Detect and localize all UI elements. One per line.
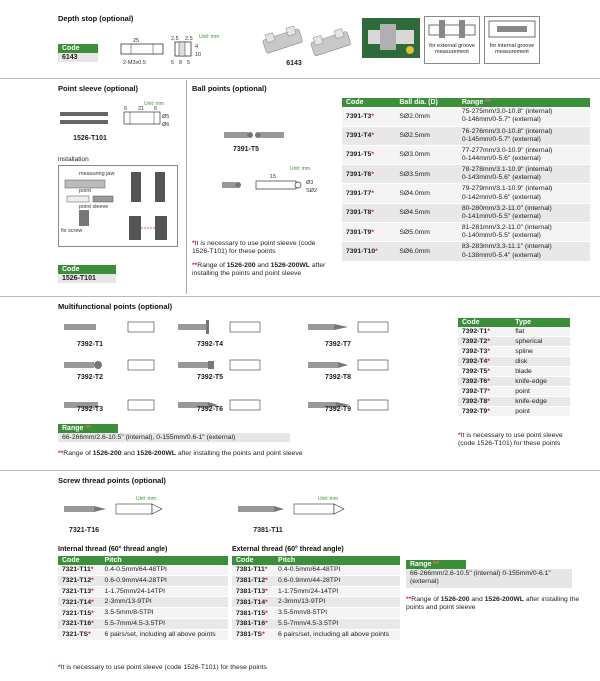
col-code: Code [342, 98, 395, 107]
range-value: 66-266mm/2.6-10.5" (internal) 0-155mm/0-6.1" (external) [406, 569, 572, 588]
asterisk-icon: * [91, 609, 94, 617]
table-row [232, 575, 400, 586]
code-cell: 7381-T14* [232, 597, 274, 608]
installation-box [58, 165, 178, 247]
code-cell: 7391-T4* [342, 126, 395, 145]
point-t1-icon [64, 322, 154, 332]
internal-thread-table [58, 556, 228, 641]
thread-t11-icon [238, 506, 284, 512]
unit-label: Unit: mm [290, 166, 310, 172]
pitch-cell: 5.5-7mm/4.5-3.5TPI [101, 619, 228, 630]
code-cell: 7381-T16* [232, 619, 274, 630]
code-cell: 7391-T7* [342, 184, 395, 203]
col-type: Type [511, 318, 570, 327]
dim-label: Ø3 [306, 180, 314, 186]
col-code: Code [458, 318, 511, 327]
pitch-cell: 2-3mm/13-9TPI [101, 597, 228, 608]
asterisk-icon: * [371, 112, 374, 120]
asterisk-icon: * [265, 598, 268, 606]
col-pitch: Pitch [101, 556, 228, 565]
table-row [458, 357, 570, 367]
asterisk-icon: * [91, 577, 94, 585]
pitch-cell: 3.5-5mm/8-5TPI [274, 608, 400, 619]
asterisk-icon: * [487, 348, 490, 355]
internal-thread-title: Internal thread (60° thread angle) [58, 546, 168, 553]
type-cell: point [511, 387, 570, 397]
double-asterisk-icon: ** [406, 596, 412, 603]
col-range: Range ** [458, 98, 590, 107]
asterisk-icon: * [265, 620, 268, 628]
table-row [58, 586, 228, 597]
note-text: and [255, 262, 271, 269]
unit-label: Unit: mm [144, 101, 164, 107]
asterisk-icon: * [265, 609, 268, 617]
code-cell: 7391-T6* [342, 165, 395, 184]
point-caption: 7392-T7 [324, 341, 352, 348]
range-cell: 76-276mm/3.0-10.8" (internal) 0-145mm/0-5.7" (external) [458, 126, 590, 145]
installation-title: installation [58, 156, 89, 163]
code-value: 1526-T101 [58, 274, 116, 283]
asterisk-icon: * [375, 248, 378, 256]
asterisk-icon: * [58, 664, 61, 671]
table-row [58, 608, 228, 619]
code-cell: 7321-T15* [58, 608, 101, 619]
table-row [458, 327, 570, 337]
multi-range-box [58, 424, 290, 442]
unit-label: Unit: mm [136, 496, 156, 502]
range-header: Range ** [406, 560, 466, 569]
internal-groove-icon [485, 17, 539, 41]
range-header: Range ** [58, 424, 118, 433]
range-cell: 77-277mm/3.0-10.9" (internal) 0-144mm/0-5.6" (external) [458, 145, 590, 164]
pitch-cell: 1-1.75mm/24-14TPI [101, 586, 228, 597]
point-t4-icon [178, 320, 260, 334]
double-asterisk-icon: ** [58, 450, 64, 457]
code-cell: 7392-T8* [458, 397, 511, 407]
type-cell: knife-edge [511, 397, 570, 407]
asterisk-icon: * [487, 358, 490, 365]
ball-dia-cell: SØ5.0mm [395, 223, 457, 242]
internal-groove-label: for internal groove measurement [489, 43, 535, 56]
note-text: after installing the points and point sleeve [192, 262, 326, 278]
ball-points-note2 [192, 262, 337, 279]
ball-point-caption: 7391-T5 [232, 146, 260, 153]
code-cell: 7392-T2* [458, 337, 511, 347]
table-row [342, 203, 590, 222]
diagram-label: measuring jaw [79, 171, 115, 177]
dim-label: 4 [195, 44, 199, 50]
asterisk-icon: * [192, 240, 195, 247]
thread-range-box [406, 560, 572, 588]
table-row [458, 367, 570, 377]
pitch-cell: 0.6-0.9mm/44-28TPI [101, 575, 228, 586]
code-cell: 7381-T11* [232, 565, 274, 575]
section-divider [0, 470, 600, 471]
asterisk-icon: * [371, 132, 374, 140]
code-cell: 7392-T1* [458, 327, 511, 337]
dim-label: 5 [187, 60, 191, 66]
code-cell: 7321-T14* [58, 597, 101, 608]
asterisk-icon: * [88, 631, 91, 639]
code-cell: 7391-T3* [342, 107, 395, 126]
dim-label: 15 [270, 174, 277, 180]
dim-label: 8 [179, 60, 183, 66]
asterisk-icon: * [371, 209, 374, 217]
range-cell: 78-278mm/3.1-10.9" (internal) 0-143mm/0-5.6" (external) [458, 165, 590, 184]
table-row [58, 575, 228, 586]
asterisk-icon: * [487, 378, 490, 385]
ball-dia-cell: SØ2.5mm [395, 126, 457, 145]
code-cell: 7391-T5* [342, 145, 395, 164]
note-text: It is necessary to use point sleeve (code 1526-T101) for these points [192, 240, 316, 256]
ball-dia-cell: SØ4.0mm [395, 184, 457, 203]
external-groove-label: for external groove measurement [429, 43, 475, 56]
point-caption: 7392-T5 [196, 374, 224, 381]
code-cell: 7321-TS* [58, 629, 101, 640]
asterisk-icon: * [487, 388, 490, 395]
asterisk-icon: * [91, 598, 94, 606]
section-divider [0, 296, 600, 297]
table-row [458, 347, 570, 357]
table-row [232, 565, 400, 575]
table-row [458, 337, 570, 347]
pitch-cell: 6 pairs/set, including all above points [101, 629, 228, 640]
table-row [458, 407, 570, 417]
point-caption: 7392-T6 [196, 406, 224, 413]
asterisk-icon: * [371, 190, 374, 198]
code-cell: 7321-T13* [58, 586, 101, 597]
code-cell: 7392-T4* [458, 357, 511, 367]
thread-dim2-icon [294, 504, 344, 514]
thread-dim-icon [116, 504, 162, 514]
type-cell: point [511, 407, 570, 417]
groove-usage-photo [362, 18, 420, 58]
ball-points-title: Ball points (optional) [192, 84, 267, 93]
asterisk-icon: * [90, 566, 94, 574]
point-sleeve-drawing [58, 100, 178, 136]
ball-point-dim-drawing [222, 164, 342, 200]
dim-label: 2-M3x0.5 [123, 60, 146, 66]
ball-point-t5-drawing [220, 128, 290, 142]
range-value: 66-266mm/2.6-10.5" (internal), 0-155mm/0.6-1" (external) [58, 433, 290, 442]
note-text: Range of [197, 262, 227, 269]
external-groove-icon [425, 17, 479, 41]
col-code: Code [232, 556, 274, 565]
code-value: 6143 [58, 53, 98, 62]
pitch-cell: 3.5-5mm/8-5TPI [101, 608, 228, 619]
note-code: 1526-200 [226, 262, 256, 269]
asterisk-icon: * [371, 228, 374, 236]
asterisk-icon: * [487, 328, 490, 335]
diagram-label: fix screw [61, 228, 83, 234]
point-caption: 7392-T2 [76, 374, 104, 381]
table-row [342, 145, 590, 164]
type-cell: spline [511, 347, 570, 357]
vertical-divider [186, 80, 187, 294]
asterisk-icon: * [264, 566, 268, 574]
ball-dia-cell: SØ3.0mm [395, 145, 457, 164]
depth-stop-code-box [58, 44, 98, 62]
dim-label: 5 [171, 60, 175, 66]
pitch-cell: 2-3mm/13-9TPI [274, 597, 400, 608]
table-row [342, 165, 590, 184]
range-cell: 79-279mm/3.1-10.9" (internal) 0-142mm/0-5.6" (external) [458, 184, 590, 203]
table-row [232, 586, 400, 597]
depth-stop-photo [258, 22, 358, 62]
code-cell: 7391-T8* [342, 203, 395, 222]
multi-side-note: *It is necessary to use point sleeve (code 1526-T101) for these points [458, 432, 563, 448]
depth-stop-drawing [115, 34, 225, 72]
code-cell: 7391-T9* [342, 223, 395, 242]
thread-bottom-note: *It is necessary to use point sleeve (code 1526-T101) for these points [58, 664, 267, 671]
dim-label: 10 [195, 52, 202, 58]
code-header: Code [58, 265, 116, 274]
type-cell: blade [511, 367, 570, 377]
external-thread-table [232, 556, 400, 641]
multi-points-table [458, 318, 570, 417]
point-t2-icon [64, 360, 154, 370]
type-cell: flat [511, 327, 570, 337]
external-groove-box [424, 16, 480, 64]
range-cell: 80-280mm/3.2-11.0" (internal) 0-141mm/0-5.5" (external) [458, 203, 590, 222]
asterisk-icon: * [458, 432, 461, 439]
dim-label: 21 [138, 106, 145, 112]
pitch-cell: 0.4-0.5mm/64-48TPI [101, 565, 228, 575]
code-cell: 7391-T10* [342, 242, 395, 261]
type-cell: disk [511, 357, 570, 367]
section-divider [0, 78, 600, 79]
asterisk-icon: * [91, 620, 94, 628]
code-header: Code [58, 44, 98, 53]
double-asterisk-icon: ** [192, 262, 198, 269]
table-row [232, 597, 400, 608]
unit-label: Unit: mm [199, 34, 219, 40]
pitch-cell: 5.5-7mm/4.5-3.5TPI [274, 619, 400, 630]
dim-label: 25 [133, 38, 140, 44]
depth-stop-title: Depth stop (optional) [58, 14, 134, 23]
asterisk-icon: * [262, 631, 265, 639]
point-caption: 7392-T9 [324, 406, 352, 413]
ball-dia-cell: SØ3.5mm [395, 165, 457, 184]
table-row [458, 387, 570, 397]
col-ball-dia: Ball dia. (D) [395, 98, 457, 107]
table-row [342, 223, 590, 242]
dim-label: 2.5 [171, 36, 179, 42]
code-cell: 7392-T5* [458, 367, 511, 377]
diagram-label: point [79, 188, 91, 194]
code-cell: 7321-T12* [58, 575, 101, 586]
dim-label: Ø6 [162, 122, 170, 128]
pitch-cell: 0.6-0.9mm/44-28TPI [274, 575, 400, 586]
screw-thread-title: Screw thread points (optional) [58, 476, 166, 485]
code-cell: 7392-T7* [458, 387, 511, 397]
thread-t16-icon [64, 506, 106, 512]
point-sleeve-code-box [58, 265, 116, 283]
dim-label: 6 [154, 106, 158, 112]
ball-points-note1 [192, 240, 332, 257]
asterisk-icon: * [371, 151, 374, 159]
table-row [342, 184, 590, 203]
code-cell: 7381-T12* [232, 575, 274, 586]
ball-dia-cell: SØ4.5mm [395, 203, 457, 222]
asterisk-icon: * [371, 170, 374, 178]
code-cell: 7321-T16* [58, 619, 101, 630]
diagram-label: point sleeve [79, 204, 109, 210]
code-cell: 7392-T9* [458, 407, 511, 417]
thread-caption: 7321-T16 [69, 527, 99, 534]
multi-points-title: Multifunctional points (optional) [58, 302, 173, 311]
table-row [58, 597, 228, 608]
point-t7-icon [308, 322, 388, 332]
asterisk-icon: * [487, 368, 490, 375]
asterisk-icon: * [487, 408, 490, 415]
code-cell: 7381-TS* [232, 629, 274, 640]
table-row [58, 565, 228, 575]
code-cell: 7392-T3* [458, 347, 511, 357]
type-cell: spherical [511, 337, 570, 347]
table-row [342, 242, 590, 261]
pitch-cell: 6 pairs/set, including all above points [274, 629, 400, 640]
note-code: 1526-200WL [270, 262, 310, 269]
thread-caption: 7381-T11 [253, 527, 283, 534]
unit-label: Unit: mm [318, 496, 338, 502]
point-sleeve-title: Point sleeve (optional) [58, 84, 139, 93]
point-caption: 7392-T8 [324, 374, 352, 381]
code-cell: 7392-T6* [458, 377, 511, 387]
ball-dia-cell: SØ2.0mm [395, 107, 457, 126]
internal-groove-box [484, 16, 540, 64]
point-caption: 7392-T4 [196, 341, 224, 348]
screw-thread-drawings [58, 496, 378, 524]
table-row [458, 377, 570, 387]
ball-points-table [342, 98, 590, 262]
range-cell: 75-275mm/3.0-10.8" (internal) 0-146mm/0-5.7" (external) [458, 107, 590, 126]
table-row [342, 107, 590, 126]
asterisk-icon: * [265, 577, 268, 585]
thread-range-note: **Range of 1526-200 and 1526-200WL after installing the points and point sleeve [406, 596, 580, 612]
point-sleeve-caption: 1526-T101 [73, 135, 107, 142]
point-caption: 7392-T1 [76, 341, 104, 348]
dim-label: Ø5 [162, 114, 170, 120]
external-thread-title: External thread (60° thread angle) [232, 546, 344, 553]
installation-diagram [59, 166, 177, 246]
asterisk-icon: * [487, 338, 490, 345]
point-t5-icon [178, 360, 260, 370]
code-cell: 7381-T15* [232, 608, 274, 619]
point-caption: 7392-T3 [76, 406, 104, 413]
code-cell: 7381-T13* [232, 586, 274, 597]
table-row [342, 126, 590, 145]
asterisk-icon: * [487, 398, 490, 405]
table-row [458, 397, 570, 407]
col-pitch: Pitch [274, 556, 400, 565]
pitch-cell: 0.4-0.5mm/64-48TPI [274, 565, 400, 575]
range-cell: 83-283mm/3.3-11.1" (internal) 0-138mm/0-5.4" (external) [458, 242, 590, 261]
code-cell: 7321-T11* [58, 565, 101, 575]
depth-stop-photo-caption: 6143 [286, 60, 302, 67]
dim-label: 6 [124, 106, 128, 112]
range-cell: 81-281mm/3.2-11.0" (internal) 0-140mm/0-5.5" (external) [458, 223, 590, 242]
dim-label: SØ2 [306, 188, 318, 194]
multi-points-drawings [58, 318, 418, 426]
table-row [232, 608, 400, 619]
table-row [232, 629, 400, 640]
point-t8-icon [308, 360, 388, 370]
table-row [232, 619, 400, 630]
ball-dia-cell: SØ6.0mm [395, 242, 457, 261]
table-row [58, 619, 228, 630]
dim-label: 2.5 [185, 36, 193, 42]
col-code: Code [58, 556, 101, 565]
pitch-cell: 1-1.75mm/24-14TPI [274, 586, 400, 597]
asterisk-icon: * [265, 588, 268, 596]
multi-points-note: **Range of 1526-200 and 1526-200WL after installing the points and point sleeve [58, 450, 303, 457]
asterisk-icon: * [91, 588, 94, 596]
table-row [58, 629, 228, 640]
type-cell: knife-edge [511, 377, 570, 387]
